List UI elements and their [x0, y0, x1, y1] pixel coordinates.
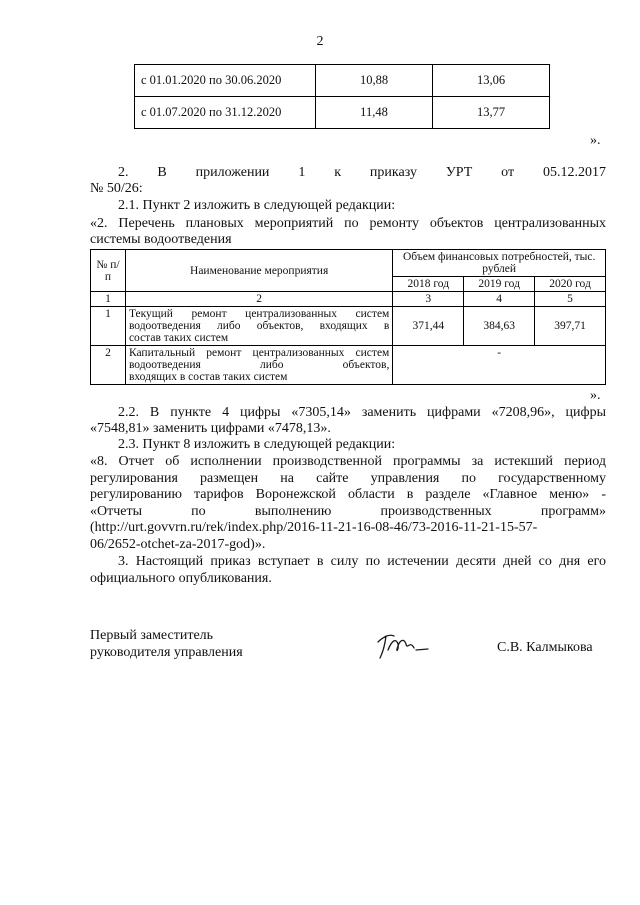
measure-name-text: Капитальный ремонт централизованных систем водоотведения либо объектов,	[128, 347, 390, 371]
value-2018: 371,44	[393, 307, 464, 346]
signatory-name: С.В. Калмыкова	[497, 640, 593, 655]
index-cell: 4	[464, 292, 535, 307]
word: 2.	[118, 165, 129, 180]
handwritten-signature-icon	[374, 628, 430, 664]
item-2-2-line-2: «7548,81» заменить цифрами «7478,13».	[90, 421, 331, 436]
value-cell: 10,88	[316, 65, 433, 97]
value-cell: 11,48	[316, 97, 433, 129]
word: от	[501, 165, 515, 180]
plan-table	[90, 249, 606, 385]
table-row	[91, 292, 606, 307]
item-2-1: 2.1. Пункт 2 изложить в следующей редакции:	[118, 198, 396, 213]
col-number-header: № п/п	[91, 250, 126, 292]
measure-name-text: состав таких систем	[128, 332, 229, 344]
item-8-line-2: регулирования размещен на сайте управления по государственному	[90, 471, 606, 486]
row-number: 2	[91, 346, 126, 385]
index-cell: 1	[91, 292, 126, 307]
tariff-period-table	[134, 64, 550, 129]
index-cell: 5	[535, 292, 606, 307]
signatory-title-2: руководителя управления	[90, 645, 243, 660]
closing-quote: ».	[590, 388, 601, 403]
measure-name	[125, 307, 392, 346]
measure-name-text: Текущий ремонт централизованных систем водоотведения либо объектов, входящих в	[128, 308, 390, 332]
heading-line-2: системы водоотведения	[90, 232, 232, 247]
value-cell: 13,06	[433, 65, 550, 97]
value-cell: 13,77	[433, 97, 550, 129]
item-8-line-1: «8. Отчет об исполнении производственной программы за истекший период	[90, 454, 606, 469]
period-cell: с 01.01.2020 по 30.06.2020	[135, 65, 316, 97]
table-row	[91, 250, 606, 277]
table-row	[135, 65, 550, 97]
period-cell: с 01.07.2020 по 31.12.2020	[135, 97, 316, 129]
word: В	[157, 165, 167, 180]
item-2-continuation: № 50/26:	[90, 181, 143, 196]
item-8-line-4: «Отчеты по выполнению производственных программ»	[90, 504, 606, 519]
word: УРТ	[445, 165, 473, 180]
item-3-line-1: 3. Настоящий приказ вступает в силу по истечении десяти дней со дня его	[118, 554, 606, 569]
col-name-header: Наименование мероприятия	[125, 250, 392, 292]
row-number: 1	[91, 307, 126, 346]
closing-quote: ».	[590, 133, 601, 148]
item-8-line-6: 06/2652-otchet-za-2017-god)».	[90, 537, 266, 552]
year-header: 2018 год	[393, 277, 464, 292]
measure-name	[125, 346, 392, 385]
item-3-line-2: официального опубликования.	[90, 571, 272, 586]
table-row	[91, 307, 606, 346]
word: приложении	[195, 165, 270, 180]
table-row	[135, 97, 550, 129]
value-2019: 384,63	[464, 307, 535, 346]
index-cell: 3	[393, 292, 464, 307]
item-2-2-line-1: 2.2. В пункте 4 цифры «7305,14» заменить цифрами «7208,96», цифры	[118, 405, 606, 420]
table-row	[91, 346, 606, 385]
item-2-line	[118, 165, 606, 180]
signatory-title-1: Первый заместитель	[90, 628, 214, 643]
year-header: 2019 год	[464, 277, 535, 292]
word: приказу	[369, 165, 417, 180]
item-2-3: 2.3. Пункт 8 изложить в следующей редакции:	[118, 437, 396, 452]
year-header: 2020 год	[535, 277, 606, 292]
heading-line-1: «2. Перечень плановых мероприятий по ремонту объектов централизованных	[90, 216, 606, 231]
word: к	[334, 165, 342, 180]
col-finance-header: Объем финансовых потребностей, тыс. рублей	[393, 250, 606, 277]
measure-name-text: входящих в состав таких систем	[128, 371, 288, 383]
word: 05.12.2017	[542, 165, 606, 180]
value-2020: 397,71	[535, 307, 606, 346]
item-8-line-5: (http://urt.govvrn.ru/rek/index.php/2016-11-21-16-08-46/73-2016-11-21-15-57-	[90, 520, 538, 535]
page-number: 2	[316, 34, 324, 49]
word: 1	[298, 165, 306, 180]
index-cell: 2	[125, 292, 392, 307]
item-8-line-3: регулированию тарифов Воронежской области в разделе «Главное меню» -	[90, 487, 606, 502]
dash-cell: -	[393, 346, 606, 385]
